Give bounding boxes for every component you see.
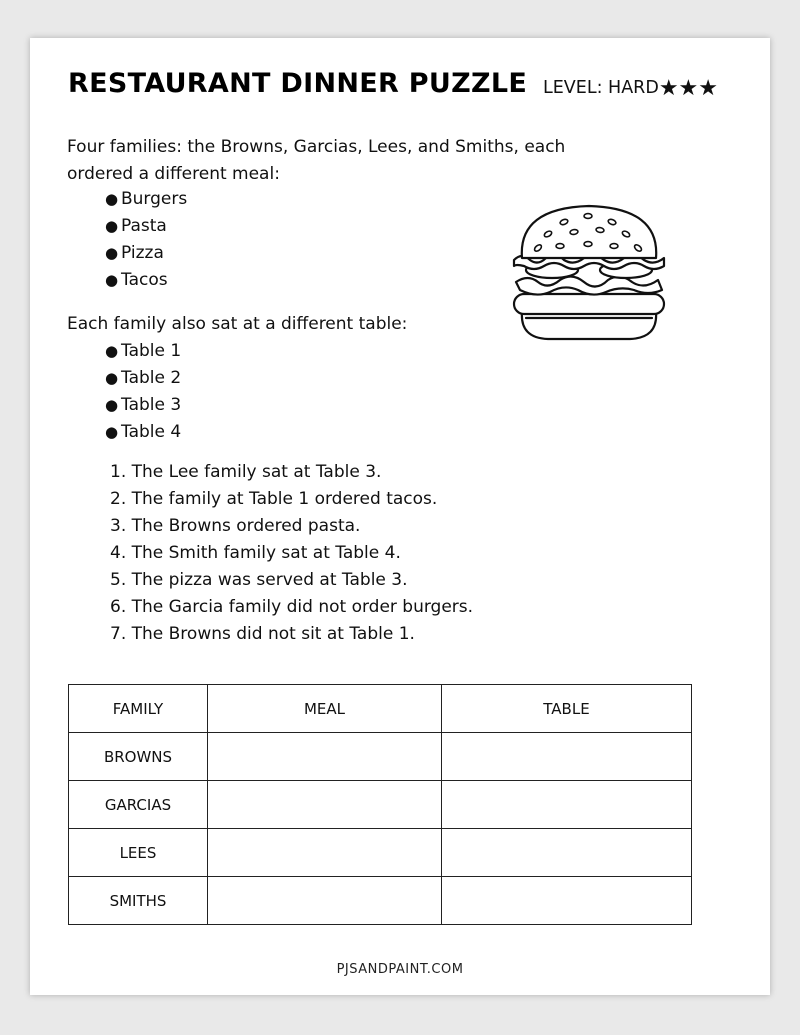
header-table: TABLE xyxy=(442,685,692,733)
table-item: ● Table 2 xyxy=(105,365,181,392)
grid-row xyxy=(69,829,692,877)
grid-header-row xyxy=(69,685,692,733)
meal-item: ● Pasta xyxy=(105,213,187,240)
clue-item: 2. The family at Table 1 ordered tacos. xyxy=(110,489,438,509)
table-answer-cell[interactable] xyxy=(442,781,692,829)
level-label: LEVEL: HARD xyxy=(543,78,659,98)
family-cell: BROWNS xyxy=(69,733,208,781)
table-item: ● Table 3 xyxy=(105,392,181,419)
table-item: ● Table 1 xyxy=(105,338,181,365)
table-list xyxy=(105,338,181,446)
clue-item: 7. The Browns did not sit at Table 1. xyxy=(110,624,415,644)
clue-item: 6. The Garcia family did not order burgers. xyxy=(110,597,474,617)
clue-item: 5. The pizza was served at Table 3. xyxy=(110,570,408,590)
difficulty-level xyxy=(543,76,718,101)
star-rating: ★★★ xyxy=(658,76,718,101)
table-answer-cell[interactable] xyxy=(442,877,692,925)
meal-list xyxy=(105,186,187,294)
worksheet-page xyxy=(30,38,770,995)
bullet-icon: ● xyxy=(105,190,119,208)
clue-list xyxy=(110,459,473,648)
bullet-icon: ● xyxy=(105,271,119,289)
header-meal: MEAL xyxy=(208,685,442,733)
clue-item: 4. The Smith family sat at Table 4. xyxy=(110,543,401,563)
meal-answer-cell[interactable] xyxy=(208,877,442,925)
header-family: FAMILY xyxy=(69,685,208,733)
bullet-icon: ● xyxy=(105,342,119,360)
meal-item: ● Burgers xyxy=(105,186,187,213)
clue-item: 3. The Browns ordered pasta. xyxy=(110,516,361,536)
intro-line-1: Four families: the Browns, Garcias, Lees, and Smiths, each xyxy=(67,137,566,157)
tables-intro: Each family also sat at a different table: xyxy=(67,314,408,334)
meal-item: ● Tacos xyxy=(105,267,187,294)
meal-answer-cell[interactable] xyxy=(208,829,442,877)
grid-row xyxy=(69,733,692,781)
table-item: ● Table 4 xyxy=(105,419,181,446)
bullet-icon: ● xyxy=(105,396,119,414)
meal-item: ● Pizza xyxy=(105,240,187,267)
intro-line-2: ordered a different meal: xyxy=(67,164,280,184)
family-cell: SMITHS xyxy=(69,877,208,925)
table-answer-cell[interactable] xyxy=(442,829,692,877)
clue-item: 1. The Lee family sat at Table 3. xyxy=(110,462,382,482)
bullet-icon: ● xyxy=(105,244,119,262)
burger-icon xyxy=(508,200,670,342)
page-title: RESTAURANT DINNER PUZZLE xyxy=(68,68,528,99)
bullet-icon: ● xyxy=(105,369,119,387)
bullet-icon: ● xyxy=(105,423,119,441)
family-cell: LEES xyxy=(69,829,208,877)
footer-website: PJSANDPAINT.COM xyxy=(336,962,464,977)
meal-answer-cell[interactable] xyxy=(208,733,442,781)
bullet-icon: ● xyxy=(105,217,119,235)
table-answer-cell[interactable] xyxy=(442,733,692,781)
grid-row xyxy=(69,877,692,925)
answer-grid xyxy=(68,684,692,925)
intro-text xyxy=(67,134,565,188)
family-cell: GARCIAS xyxy=(69,781,208,829)
meal-answer-cell[interactable] xyxy=(208,781,442,829)
grid-row xyxy=(69,781,692,829)
